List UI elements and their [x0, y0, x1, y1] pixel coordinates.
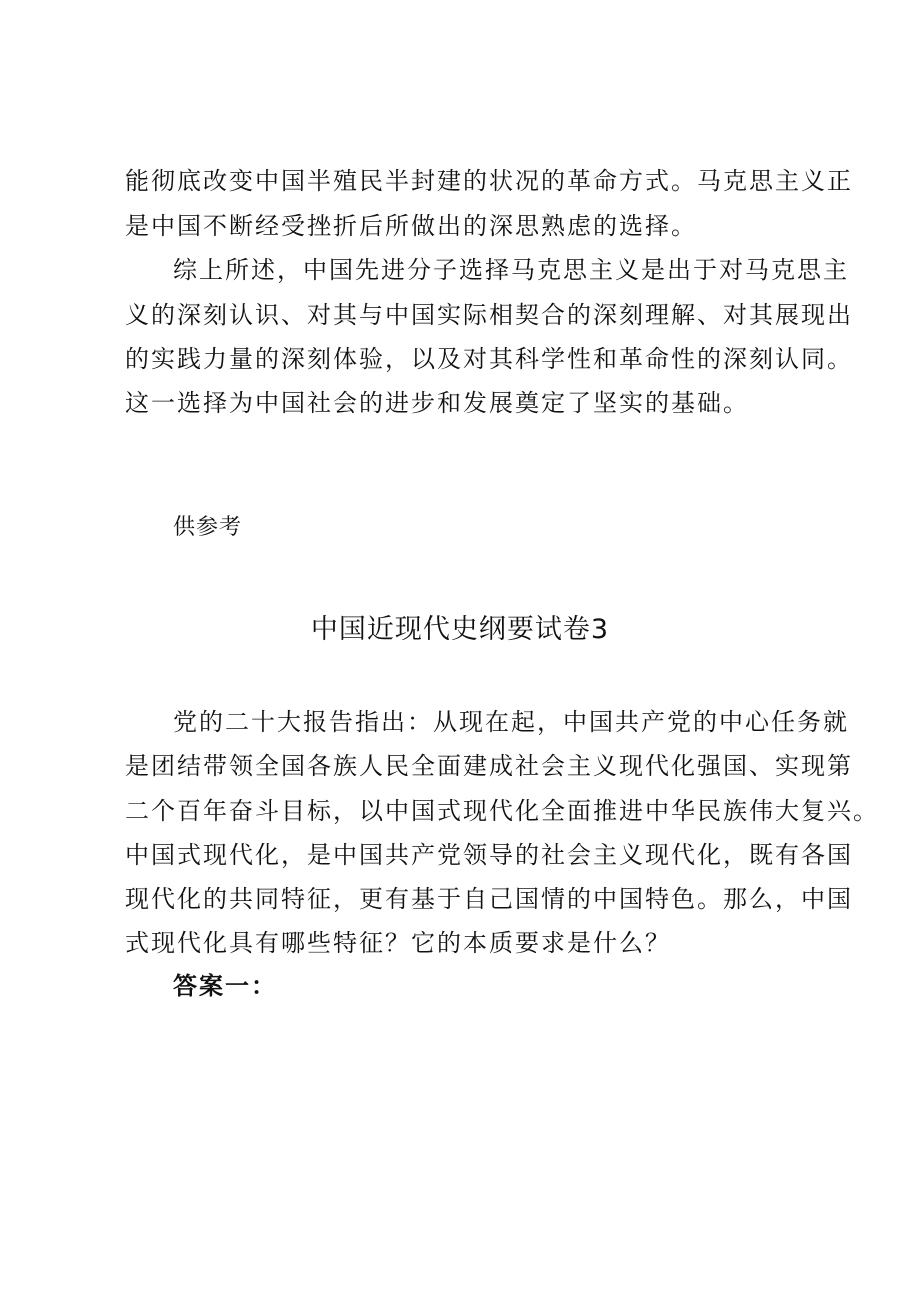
- paragraph-line: 是中国不断经受挫折后所做出的深思熟虑的选择。: [125, 212, 697, 240]
- paragraph-line: 中国式现代化，是中国共产党领导的社会主义现代化，既有各国: [125, 841, 853, 869]
- paragraph-line: 能彻底改变中国半殖民半封建的状况的革命方式。马克思主义正: [125, 167, 853, 195]
- paragraph-line: 义的深刻认识、对其与中国实际相契合的深刻理解、对其展现出: [125, 301, 853, 329]
- paragraph-line: 的实践力量的深刻体验，以及对其科学性和革命性的深刻认同。: [125, 345, 853, 373]
- paragraph-line: 现代化的共同特征，更有基于自己国情的中国特色。那么，中国: [125, 885, 853, 913]
- paragraph-line: 是团结带领全国各族人民全面建成社会主义现代化强国、实现第: [125, 752, 853, 780]
- paragraph-line: 式现代化具有哪些特征？它的本质要求是什么？: [125, 929, 671, 957]
- paragraph-line: 这一选择为中国社会的进步和发展奠定了坚实的基础。: [125, 389, 749, 417]
- reference-note: 供参考: [173, 515, 243, 540]
- paragraph-line: 党的二十大报告指出：从现在起，中国共产党的中心任务就: [173, 708, 849, 736]
- answer-heading: 答案一：: [173, 971, 277, 1000]
- paragraph-line: 二个百年奋斗目标，以中国式现代化全面推进中华民族伟大复兴。: [125, 797, 879, 825]
- page-title: 中国近现代史纲要试卷3: [310, 614, 610, 645]
- paragraph-line: 综上所述，中国先进分子选择马克思主义是出于对马克思主: [173, 256, 849, 284]
